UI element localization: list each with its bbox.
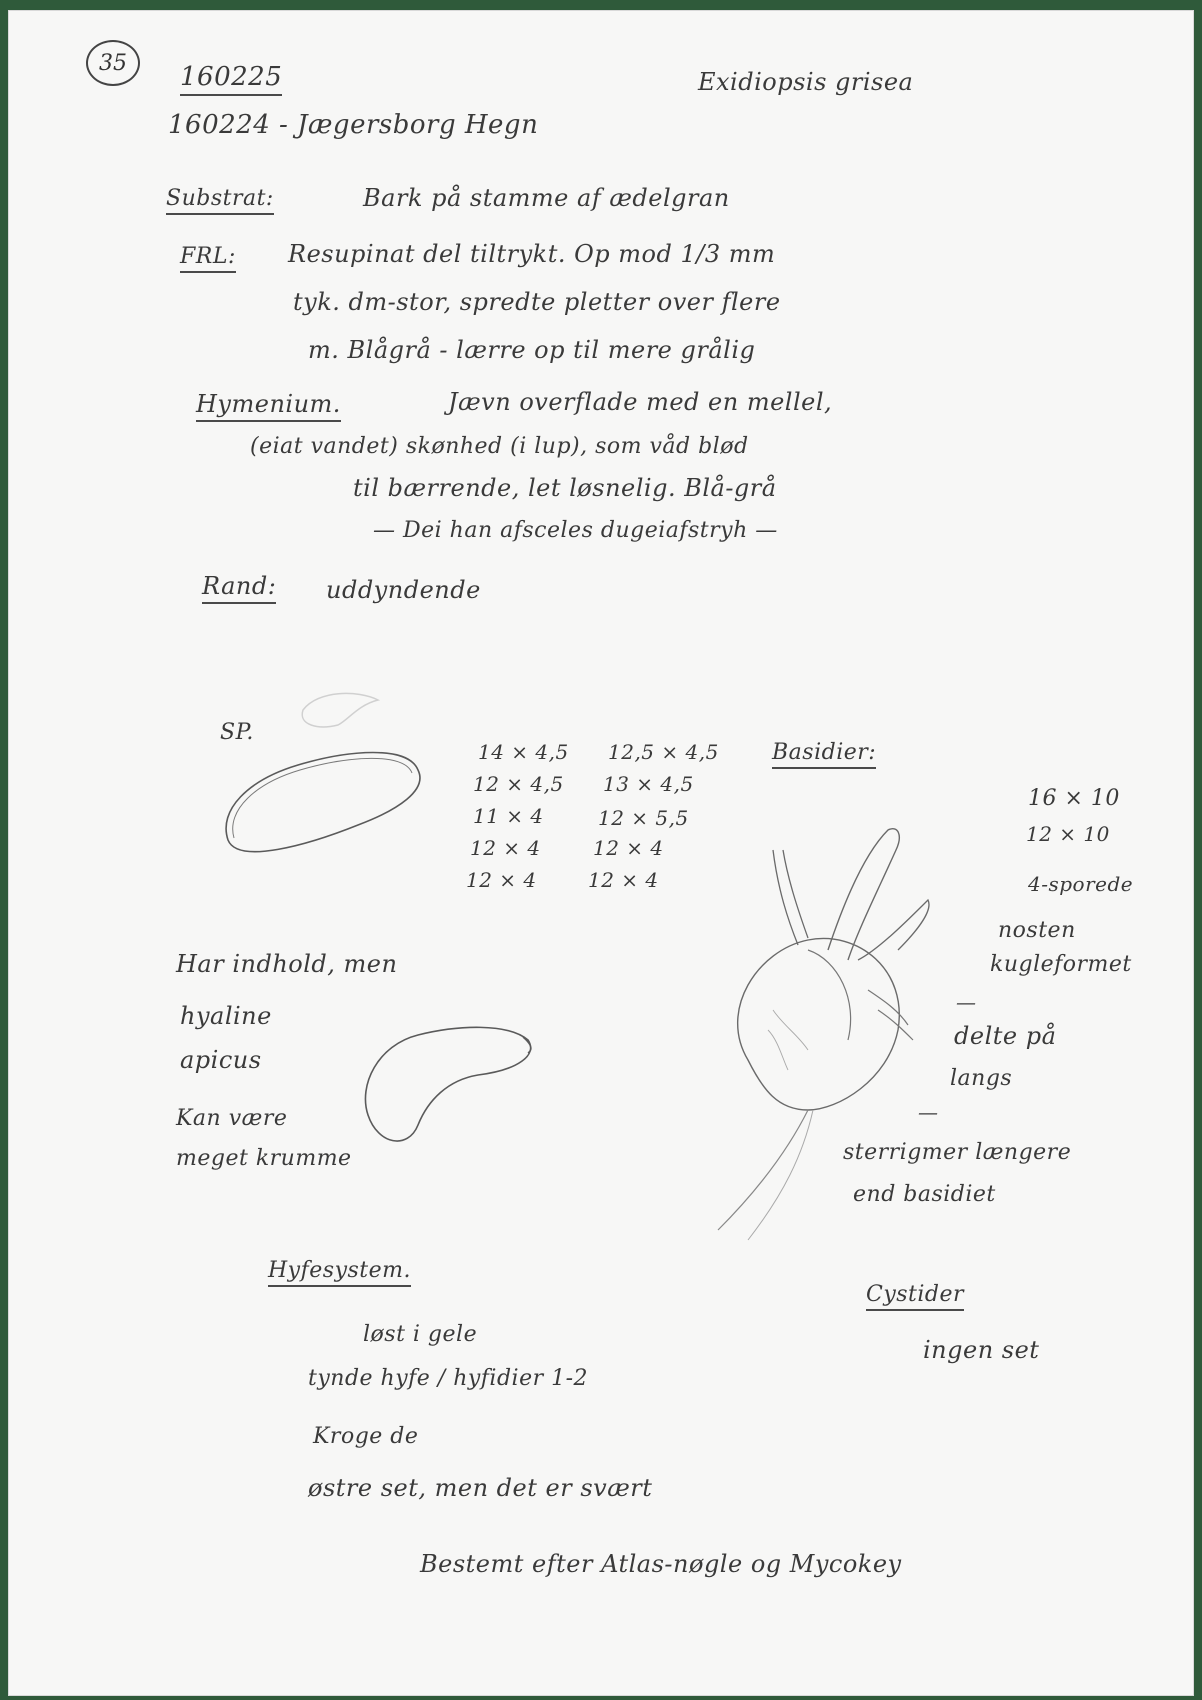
- basidier-note: end basidiet: [853, 1182, 996, 1207]
- spore-size: 12 × 4: [593, 836, 664, 860]
- spore-size: 11 × 4: [473, 804, 544, 828]
- basidier-note: langs: [950, 1066, 1013, 1091]
- basidier-note: 4-sporede: [1028, 872, 1134, 896]
- cystider-text: ingen set: [923, 1336, 1040, 1364]
- hymenium-line-4: — Dei han afsceles dugeiafstryh —: [373, 518, 778, 543]
- notebook-page: [8, 10, 1194, 1696]
- rand-label: Rand:: [202, 572, 276, 604]
- basidie-size: 16 × 10: [1028, 786, 1120, 811]
- spore-size: 12 × 4,5: [473, 772, 564, 796]
- spore-note: Har indhold, men: [176, 950, 398, 978]
- hymenium-line-2: (eiat vandet) skønhed (i lup), som våd blød: [250, 434, 749, 459]
- date-location: 160224 - Jægersborg Hegn: [168, 110, 539, 140]
- hyfesystem-line: østre set, men det er svært: [308, 1474, 653, 1502]
- spore-note: apicus: [180, 1046, 262, 1074]
- hymenium-line-3: til bærrende, let løsnelig. Blå-grå: [353, 474, 777, 502]
- spore-size: 12 × 4: [588, 868, 659, 892]
- hyfesystem-line: løst i gele: [363, 1322, 478, 1347]
- spore-size: 12 × 4: [466, 868, 537, 892]
- hyfesystem-label: Hyfesystem.: [268, 1258, 411, 1287]
- frl-line-3: m. Blågrå - lærre op til mere grålig: [308, 336, 756, 364]
- hyfesystem-line: tynde hyfe / hyfidier 1-2: [308, 1366, 589, 1391]
- basidier-note: —: [918, 1100, 939, 1124]
- species-name: Exidiopsis grisea: [698, 68, 914, 96]
- substrat-label: Substrat:: [166, 186, 274, 215]
- spore-sketch-bottom: [358, 1015, 548, 1155]
- basidier-note: sterrigmer længere: [843, 1140, 1072, 1165]
- spore-size: 14 × 4,5: [478, 740, 569, 764]
- basidium-sketch: [608, 810, 1008, 1250]
- frl-label: FRL:: [180, 244, 236, 273]
- spore-size: 12 × 4: [470, 836, 541, 860]
- spore-note: meget krumme: [176, 1146, 352, 1171]
- basidier-note: nosten: [998, 918, 1076, 943]
- basidie-size: 12 × 10: [1026, 822, 1110, 846]
- frl-line-2: tyk. dm-stor, spredte pletter over flere: [293, 288, 781, 316]
- spore-size: 13 × 4,5: [603, 772, 694, 796]
- determination-note: Bestemt efter Atlas-nøgle og Mycokey: [420, 1550, 902, 1578]
- basidier-note: —: [956, 990, 977, 1014]
- cystider-label: Cystider: [866, 1282, 964, 1311]
- rand-text: uddyndende: [326, 576, 481, 604]
- spore-size: 12,5 × 4,5: [608, 740, 719, 764]
- basidier-label: Basidier:: [772, 740, 876, 769]
- frl-line-1: Resupinat del tiltrykt. Op mod 1/3 mm: [288, 240, 776, 268]
- date-primary: 160225: [180, 62, 282, 96]
- substrat-text: Bark på stamme af ædelgran: [363, 184, 730, 212]
- basidier-note: kugleformet: [990, 952, 1132, 977]
- spore-sketch-top: [208, 670, 448, 930]
- hymenium-label: Hymenium.: [196, 390, 341, 422]
- spore-note: Kan være: [176, 1106, 288, 1131]
- spore-size: 12 × 5,5: [598, 806, 689, 830]
- page-number: 35: [86, 40, 140, 86]
- spore-note: hyaline: [180, 1002, 272, 1030]
- basidier-note: delte på: [954, 1022, 1057, 1050]
- sp-label: SP.: [220, 720, 254, 745]
- hyfesystem-line: Kroge de: [313, 1424, 419, 1449]
- hymenium-line-1: Jævn overflade med en mellel,: [448, 388, 833, 416]
